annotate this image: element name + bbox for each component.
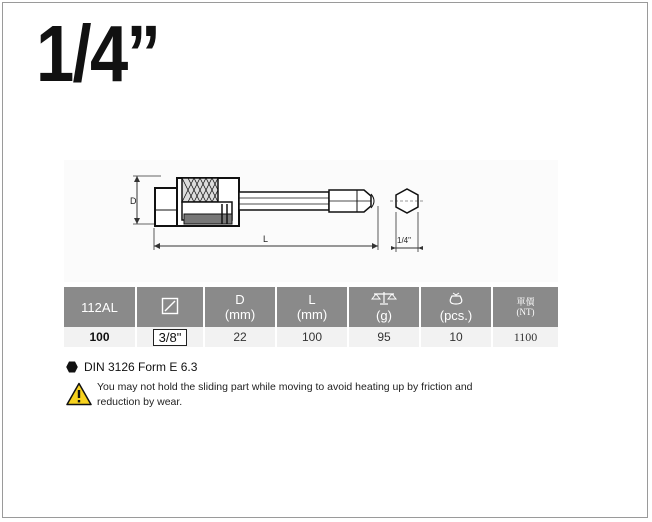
scale-icon — [371, 291, 397, 305]
drive-size-value: 3/8" — [153, 329, 188, 346]
warning-icon — [66, 382, 92, 406]
standard-note — [66, 360, 197, 374]
standard-text: DIN 3126 Form E 6.3 — [84, 360, 198, 374]
l-cell: 100 — [276, 327, 348, 347]
table-row — [64, 327, 558, 347]
bag-icon — [446, 291, 466, 305]
product-drawing — [64, 160, 558, 282]
size-title: 1/4” — [36, 9, 160, 98]
qty-header — [420, 287, 492, 327]
price-cell: 1100 — [492, 327, 558, 347]
spec-table-header — [64, 287, 558, 327]
d-dimension-label: D — [130, 196, 137, 206]
l-header-label: L — [308, 292, 316, 307]
l-header-unit: (mm) — [296, 307, 328, 322]
l-dimension-label: L — [263, 234, 269, 244]
qty-cell: 10 — [420, 327, 492, 347]
d-header-unit: (mm) — [224, 307, 256, 322]
drive-header — [136, 287, 204, 327]
adapter-technical-drawing — [64, 160, 558, 282]
warning-text: You may not hold the sliding part while moving to avoid heating up by friction and reduction by wear. — [97, 381, 473, 408]
model-cell: 100 — [64, 327, 136, 347]
d-cell: 22 — [204, 327, 276, 347]
square-drive-icon — [161, 297, 179, 315]
spec-table — [64, 287, 558, 347]
hex-dimension-label: 1/4" — [397, 236, 411, 245]
warning-note — [66, 380, 506, 410]
qty-header-unit: (pcs.) — [439, 308, 473, 323]
price-header-label: 單價 — [516, 297, 535, 307]
weight-header — [348, 287, 420, 327]
price-header — [492, 287, 558, 327]
weight-header-unit: (g) — [376, 308, 392, 323]
l-header — [276, 287, 348, 327]
square-drive — [155, 188, 179, 226]
drive-cell — [136, 327, 204, 347]
shaft — [239, 192, 329, 210]
d-header-label: D — [235, 292, 245, 307]
weight-cell: 95 — [348, 327, 420, 347]
model-header: 112AL — [64, 287, 136, 327]
d-header — [204, 287, 276, 327]
price-header-unit: (NT) — [516, 307, 535, 317]
hexagon-bullet-icon — [66, 361, 78, 373]
